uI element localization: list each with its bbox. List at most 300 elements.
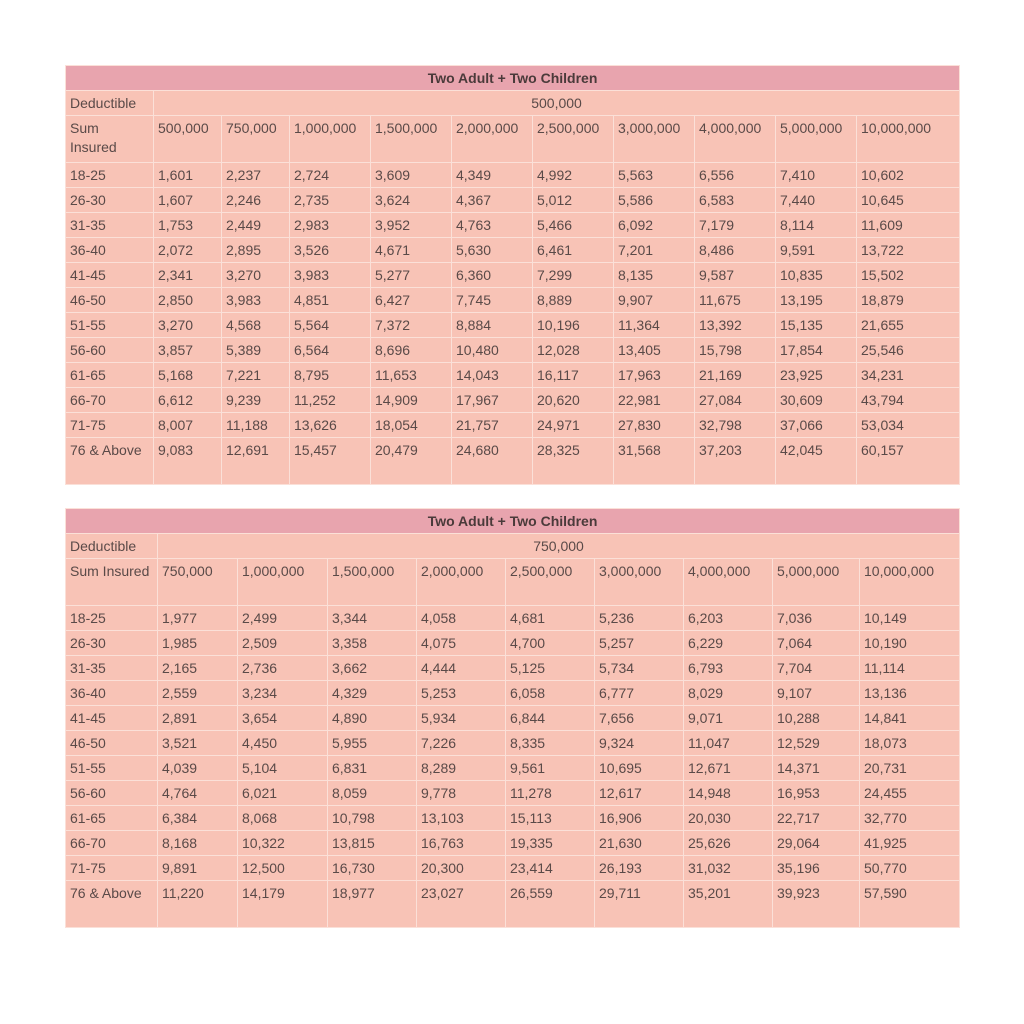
premium-cell: 11,047 bbox=[684, 731, 773, 756]
premium-cell: 9,107 bbox=[773, 681, 860, 706]
sum-insured-column-header: 4,000,000 bbox=[695, 116, 776, 163]
premium-cell: 9,778 bbox=[417, 781, 506, 806]
premium-cell: 10,288 bbox=[773, 706, 860, 731]
premium-cell: 2,072 bbox=[154, 238, 222, 263]
premium-cell: 37,203 bbox=[695, 438, 776, 485]
premium-cell: 24,971 bbox=[533, 413, 614, 438]
age-band-cell: 31-35 bbox=[66, 656, 158, 681]
premium-cell: 3,358 bbox=[328, 631, 417, 656]
premium-cell: 2,983 bbox=[290, 213, 371, 238]
premium-cell: 18,073 bbox=[860, 731, 960, 756]
table-row bbox=[66, 631, 960, 656]
premium-cell: 53,034 bbox=[857, 413, 960, 438]
table-row bbox=[66, 781, 960, 806]
table-title: Two Adult + Two Children bbox=[66, 66, 960, 91]
table-row bbox=[66, 388, 960, 413]
premium-cell: 10,322 bbox=[238, 831, 328, 856]
premium-cell: 41,925 bbox=[860, 831, 960, 856]
deductible-label: Deductible bbox=[66, 91, 154, 116]
premium-cell: 14,841 bbox=[860, 706, 960, 731]
premium-cell: 16,117 bbox=[533, 363, 614, 388]
table-title: Two Adult + Two Children bbox=[66, 509, 960, 534]
premium-cell: 8,289 bbox=[417, 756, 506, 781]
premium-cell: 60,157 bbox=[857, 438, 960, 485]
premium-cell: 2,449 bbox=[222, 213, 290, 238]
premium-cell: 34,231 bbox=[857, 363, 960, 388]
premium-cell: 8,884 bbox=[452, 313, 533, 338]
premium-cell: 15,798 bbox=[695, 338, 776, 363]
table-title-row bbox=[66, 66, 960, 91]
premium-cell: 4,568 bbox=[222, 313, 290, 338]
premium-cell: 13,626 bbox=[290, 413, 371, 438]
premium-cell: 5,125 bbox=[506, 656, 595, 681]
premium-cell: 11,278 bbox=[506, 781, 595, 806]
premium-cell: 13,392 bbox=[695, 313, 776, 338]
premium-cell: 13,815 bbox=[328, 831, 417, 856]
table-row bbox=[66, 263, 960, 288]
sum-insured-column-header: 4,000,000 bbox=[684, 559, 773, 606]
premium-cell: 7,704 bbox=[773, 656, 860, 681]
premium-cell: 9,083 bbox=[154, 438, 222, 485]
premium-cell: 2,499 bbox=[238, 606, 328, 631]
premium-cell: 31,568 bbox=[614, 438, 695, 485]
premium-cell: 2,891 bbox=[158, 706, 238, 731]
premium-cell: 25,546 bbox=[857, 338, 960, 363]
premium-cell: 22,717 bbox=[773, 806, 860, 831]
premium-cell: 11,653 bbox=[371, 363, 452, 388]
premium-cell: 6,092 bbox=[614, 213, 695, 238]
premium-cell: 32,798 bbox=[695, 413, 776, 438]
premium-cell: 5,934 bbox=[417, 706, 506, 731]
premium-cell: 9,324 bbox=[595, 731, 684, 756]
premium-cell: 6,058 bbox=[506, 681, 595, 706]
premium-cell: 3,521 bbox=[158, 731, 238, 756]
premium-cell: 15,502 bbox=[857, 263, 960, 288]
premium-cell: 1,607 bbox=[154, 188, 222, 213]
age-band-cell: 51-55 bbox=[66, 756, 158, 781]
premium-cell: 12,529 bbox=[773, 731, 860, 756]
premium-cell: 23,414 bbox=[506, 856, 595, 881]
premium-cell: 10,798 bbox=[328, 806, 417, 831]
premium-cell: 6,384 bbox=[158, 806, 238, 831]
sum-insured-column-header: 2,500,000 bbox=[506, 559, 595, 606]
premium-cell: 4,075 bbox=[417, 631, 506, 656]
premium-cell: 2,341 bbox=[154, 263, 222, 288]
premium-cell: 9,591 bbox=[776, 238, 857, 263]
age-band-cell: 31-35 bbox=[66, 213, 154, 238]
premium-cell: 4,329 bbox=[328, 681, 417, 706]
premium-cell: 28,325 bbox=[533, 438, 614, 485]
table-row bbox=[66, 756, 960, 781]
premium-cell: 7,440 bbox=[776, 188, 857, 213]
table-row bbox=[66, 313, 960, 338]
premium-cell: 2,724 bbox=[290, 163, 371, 188]
premium-cell: 15,457 bbox=[290, 438, 371, 485]
premium-cell: 9,891 bbox=[158, 856, 238, 881]
age-band-cell: 36-40 bbox=[66, 681, 158, 706]
premium-cell: 7,036 bbox=[773, 606, 860, 631]
premium-cell: 18,977 bbox=[328, 881, 417, 928]
premium-cell: 4,681 bbox=[506, 606, 595, 631]
premium-cell: 19,335 bbox=[506, 831, 595, 856]
premium-cell: 16,906 bbox=[595, 806, 684, 831]
premium-cell: 3,983 bbox=[290, 263, 371, 288]
premium-cell: 1,753 bbox=[154, 213, 222, 238]
premium-cell: 4,992 bbox=[533, 163, 614, 188]
premium-cell: 5,466 bbox=[533, 213, 614, 238]
premium-cell: 6,777 bbox=[595, 681, 684, 706]
table-row bbox=[66, 831, 960, 856]
sum-insured-column-header: 1,500,000 bbox=[371, 116, 452, 163]
premium-cell: 10,196 bbox=[533, 313, 614, 338]
premium-cell: 21,757 bbox=[452, 413, 533, 438]
premium-cell: 6,793 bbox=[684, 656, 773, 681]
premium-cell: 4,039 bbox=[158, 756, 238, 781]
premium-cell: 17,963 bbox=[614, 363, 695, 388]
table-row bbox=[66, 213, 960, 238]
premium-cell: 20,300 bbox=[417, 856, 506, 881]
premium-cell: 8,135 bbox=[614, 263, 695, 288]
premium-cell: 7,299 bbox=[533, 263, 614, 288]
premium-cell: 24,680 bbox=[452, 438, 533, 485]
premium-cell: 18,879 bbox=[857, 288, 960, 313]
premium-cell: 11,114 bbox=[860, 656, 960, 681]
sum-insured-header-row bbox=[66, 116, 960, 163]
premium-cell: 5,734 bbox=[595, 656, 684, 681]
premium-cell: 8,889 bbox=[533, 288, 614, 313]
premium-cell: 13,136 bbox=[860, 681, 960, 706]
premium-cell: 8,335 bbox=[506, 731, 595, 756]
premium-cell: 7,064 bbox=[773, 631, 860, 656]
premium-cell: 20,731 bbox=[860, 756, 960, 781]
premium-cell: 5,236 bbox=[595, 606, 684, 631]
premium-cell: 8,059 bbox=[328, 781, 417, 806]
table-row bbox=[66, 656, 960, 681]
premium-cell: 3,234 bbox=[238, 681, 328, 706]
sum-insured-column-header: 3,000,000 bbox=[595, 559, 684, 606]
premium-cell: 10,835 bbox=[776, 263, 857, 288]
premium-cell: 8,007 bbox=[154, 413, 222, 438]
premium-cell: 6,021 bbox=[238, 781, 328, 806]
premium-cell: 7,656 bbox=[595, 706, 684, 731]
premium-cell: 9,561 bbox=[506, 756, 595, 781]
premium-cell: 22,981 bbox=[614, 388, 695, 413]
premium-cell: 2,895 bbox=[222, 238, 290, 263]
premium-cell: 14,909 bbox=[371, 388, 452, 413]
age-band-cell: 76 & Above bbox=[66, 438, 154, 485]
premium-cell: 11,220 bbox=[158, 881, 238, 928]
table-row bbox=[66, 606, 960, 631]
premium-cell: 6,844 bbox=[506, 706, 595, 731]
premium-cell: 3,270 bbox=[222, 263, 290, 288]
premium-cell: 14,948 bbox=[684, 781, 773, 806]
premium-cell: 13,195 bbox=[776, 288, 857, 313]
sum-insured-column-header: 5,000,000 bbox=[773, 559, 860, 606]
premium-cell: 16,763 bbox=[417, 831, 506, 856]
premium-table-deductible-500000 bbox=[65, 65, 960, 485]
premium-cell: 6,427 bbox=[371, 288, 452, 313]
premium-cell: 6,583 bbox=[695, 188, 776, 213]
premium-cell: 3,344 bbox=[328, 606, 417, 631]
premium-cell: 8,486 bbox=[695, 238, 776, 263]
sum-insured-column-header: 2,000,000 bbox=[417, 559, 506, 606]
premium-cell: 3,662 bbox=[328, 656, 417, 681]
premium-cell: 7,745 bbox=[452, 288, 533, 313]
age-band-cell: 71-75 bbox=[66, 413, 154, 438]
table-row bbox=[66, 806, 960, 831]
premium-cell: 12,617 bbox=[595, 781, 684, 806]
premium-cell: 5,955 bbox=[328, 731, 417, 756]
premium-cell: 1,601 bbox=[154, 163, 222, 188]
premium-cell: 8,068 bbox=[238, 806, 328, 831]
deductible-row bbox=[66, 534, 960, 559]
sum-insured-header-row bbox=[66, 559, 960, 606]
sum-insured-column-header: 1,000,000 bbox=[290, 116, 371, 163]
age-band-cell: 61-65 bbox=[66, 363, 154, 388]
premium-cell: 7,201 bbox=[614, 238, 695, 263]
premium-cell: 7,221 bbox=[222, 363, 290, 388]
sum-insured-column-header: 2,000,000 bbox=[452, 116, 533, 163]
premium-cell: 4,058 bbox=[417, 606, 506, 631]
premium-cell: 31,032 bbox=[684, 856, 773, 881]
deductible-row bbox=[66, 91, 960, 116]
premium-cell: 26,193 bbox=[595, 856, 684, 881]
premium-cell: 6,831 bbox=[328, 756, 417, 781]
premium-cell: 5,168 bbox=[154, 363, 222, 388]
premium-cell: 7,226 bbox=[417, 731, 506, 756]
premium-cell: 18,054 bbox=[371, 413, 452, 438]
premium-cell: 9,071 bbox=[684, 706, 773, 731]
sum-insured-column-header: 750,000 bbox=[222, 116, 290, 163]
table-row bbox=[66, 856, 960, 881]
premium-cell: 3,654 bbox=[238, 706, 328, 731]
premium-cell: 16,953 bbox=[773, 781, 860, 806]
age-band-cell: 71-75 bbox=[66, 856, 158, 881]
premium-cell: 4,671 bbox=[371, 238, 452, 263]
sum-insured-column-header: 10,000,000 bbox=[857, 116, 960, 163]
table-row bbox=[66, 731, 960, 756]
table-row bbox=[66, 706, 960, 731]
age-band-cell: 41-45 bbox=[66, 706, 158, 731]
premium-cell: 1,977 bbox=[158, 606, 238, 631]
premium-cell: 10,602 bbox=[857, 163, 960, 188]
age-band-cell: 51-55 bbox=[66, 313, 154, 338]
premium-cell: 35,196 bbox=[773, 856, 860, 881]
premium-cell: 4,890 bbox=[328, 706, 417, 731]
premium-cell: 4,367 bbox=[452, 188, 533, 213]
premium-cell: 21,169 bbox=[695, 363, 776, 388]
premium-table-deductible-750000 bbox=[65, 508, 960, 928]
premium-cell: 6,556 bbox=[695, 163, 776, 188]
age-band-cell: 26-30 bbox=[66, 631, 158, 656]
premium-cell: 5,564 bbox=[290, 313, 371, 338]
premium-cell: 11,364 bbox=[614, 313, 695, 338]
premium-cell: 3,270 bbox=[154, 313, 222, 338]
premium-cell: 21,655 bbox=[857, 313, 960, 338]
premium-cell: 10,695 bbox=[595, 756, 684, 781]
premium-cell: 2,509 bbox=[238, 631, 328, 656]
premium-cell: 8,696 bbox=[371, 338, 452, 363]
premium-cell: 6,229 bbox=[684, 631, 773, 656]
table-row bbox=[66, 363, 960, 388]
table-row bbox=[66, 681, 960, 706]
table-row bbox=[66, 163, 960, 188]
age-band-cell: 46-50 bbox=[66, 731, 158, 756]
premium-cell: 9,907 bbox=[614, 288, 695, 313]
premium-cell: 5,277 bbox=[371, 263, 452, 288]
age-band-cell: 61-65 bbox=[66, 806, 158, 831]
premium-cell: 17,967 bbox=[452, 388, 533, 413]
premium-cell: 26,559 bbox=[506, 881, 595, 928]
premium-cell: 32,770 bbox=[860, 806, 960, 831]
deductible-value: 750,000 bbox=[158, 534, 960, 559]
premium-cell: 2,735 bbox=[290, 188, 371, 213]
premium-cell: 4,700 bbox=[506, 631, 595, 656]
premium-cell: 57,590 bbox=[860, 881, 960, 928]
age-band-cell: 56-60 bbox=[66, 338, 154, 363]
sum-insured-column-header: 750,000 bbox=[158, 559, 238, 606]
premium-cell: 5,586 bbox=[614, 188, 695, 213]
premium-cell: 12,500 bbox=[238, 856, 328, 881]
sum-insured-label: Sum Insured bbox=[66, 559, 158, 606]
premium-cell: 5,630 bbox=[452, 238, 533, 263]
premium-cell: 7,372 bbox=[371, 313, 452, 338]
premium-cell: 7,410 bbox=[776, 163, 857, 188]
premium-cell: 43,794 bbox=[857, 388, 960, 413]
table-row bbox=[66, 288, 960, 313]
premium-cell: 10,149 bbox=[860, 606, 960, 631]
age-band-cell: 18-25 bbox=[66, 163, 154, 188]
premium-cell: 5,012 bbox=[533, 188, 614, 213]
premium-cell: 2,559 bbox=[158, 681, 238, 706]
sum-insured-column-header: 3,000,000 bbox=[614, 116, 695, 163]
premium-cell: 2,850 bbox=[154, 288, 222, 313]
premium-cell: 8,114 bbox=[776, 213, 857, 238]
premium-cell: 15,113 bbox=[506, 806, 595, 831]
premium-cell: 21,630 bbox=[595, 831, 684, 856]
premium-cell: 7,179 bbox=[695, 213, 776, 238]
premium-cell: 20,620 bbox=[533, 388, 614, 413]
table-title-row bbox=[66, 509, 960, 534]
premium-cell: 20,030 bbox=[684, 806, 773, 831]
premium-cell: 3,609 bbox=[371, 163, 452, 188]
premium-cell: 4,763 bbox=[452, 213, 533, 238]
premium-cell: 9,239 bbox=[222, 388, 290, 413]
deductible-value: 500,000 bbox=[154, 91, 960, 116]
age-band-cell: 41-45 bbox=[66, 263, 154, 288]
premium-cell: 42,045 bbox=[776, 438, 857, 485]
premium-cell: 10,190 bbox=[860, 631, 960, 656]
premium-cell: 6,564 bbox=[290, 338, 371, 363]
premium-cell: 3,526 bbox=[290, 238, 371, 263]
premium-cell: 27,084 bbox=[695, 388, 776, 413]
premium-cell: 14,371 bbox=[773, 756, 860, 781]
premium-cell: 2,165 bbox=[158, 656, 238, 681]
premium-cell: 3,624 bbox=[371, 188, 452, 213]
age-band-cell: 66-70 bbox=[66, 388, 154, 413]
premium-cell: 11,609 bbox=[857, 213, 960, 238]
premium-cell: 6,461 bbox=[533, 238, 614, 263]
premium-cell: 13,722 bbox=[857, 238, 960, 263]
premium-cell: 10,480 bbox=[452, 338, 533, 363]
premium-cell: 35,201 bbox=[684, 881, 773, 928]
premium-cell: 8,795 bbox=[290, 363, 371, 388]
premium-cell: 2,246 bbox=[222, 188, 290, 213]
premium-cell: 4,444 bbox=[417, 656, 506, 681]
premium-cell: 5,257 bbox=[595, 631, 684, 656]
premium-cell: 13,405 bbox=[614, 338, 695, 363]
sum-insured-label: Sum Insured bbox=[66, 116, 154, 163]
age-band-cell: 46-50 bbox=[66, 288, 154, 313]
premium-cell: 6,203 bbox=[684, 606, 773, 631]
premium-cell: 2,237 bbox=[222, 163, 290, 188]
premium-cell: 5,104 bbox=[238, 756, 328, 781]
premium-cell: 23,925 bbox=[776, 363, 857, 388]
premium-cell: 4,349 bbox=[452, 163, 533, 188]
premium-cell: 24,455 bbox=[860, 781, 960, 806]
premium-cell: 3,983 bbox=[222, 288, 290, 313]
premium-cell: 25,626 bbox=[684, 831, 773, 856]
premium-cell: 9,587 bbox=[695, 263, 776, 288]
premium-cell: 5,563 bbox=[614, 163, 695, 188]
premium-cell: 27,830 bbox=[614, 413, 695, 438]
premium-cell: 6,360 bbox=[452, 263, 533, 288]
premium-cell: 5,389 bbox=[222, 338, 290, 363]
table-row bbox=[66, 188, 960, 213]
table-row bbox=[66, 881, 960, 928]
premium-cell: 11,188 bbox=[222, 413, 290, 438]
premium-cell: 29,711 bbox=[595, 881, 684, 928]
premium-cell: 6,612 bbox=[154, 388, 222, 413]
sum-insured-column-header: 5,000,000 bbox=[776, 116, 857, 163]
premium-cell: 15,135 bbox=[776, 313, 857, 338]
premium-cell: 16,730 bbox=[328, 856, 417, 881]
premium-cell: 37,066 bbox=[776, 413, 857, 438]
premium-cell: 8,029 bbox=[684, 681, 773, 706]
premium-cell: 4,851 bbox=[290, 288, 371, 313]
premium-cell: 11,252 bbox=[290, 388, 371, 413]
table-row bbox=[66, 413, 960, 438]
table-row bbox=[66, 238, 960, 263]
premium-cell: 14,043 bbox=[452, 363, 533, 388]
premium-cell: 12,691 bbox=[222, 438, 290, 485]
premium-cell: 30,609 bbox=[776, 388, 857, 413]
premium-cell: 2,736 bbox=[238, 656, 328, 681]
premium-cell: 11,675 bbox=[695, 288, 776, 313]
deductible-label: Deductible bbox=[66, 534, 158, 559]
premium-cell: 5,253 bbox=[417, 681, 506, 706]
premium-cell: 10,645 bbox=[857, 188, 960, 213]
table-row bbox=[66, 338, 960, 363]
premium-cell: 12,671 bbox=[684, 756, 773, 781]
premium-cell: 20,479 bbox=[371, 438, 452, 485]
premium-cell: 8,168 bbox=[158, 831, 238, 856]
sum-insured-column-header: 2,500,000 bbox=[533, 116, 614, 163]
age-band-cell: 66-70 bbox=[66, 831, 158, 856]
premium-cell: 3,952 bbox=[371, 213, 452, 238]
premium-cell: 4,764 bbox=[158, 781, 238, 806]
sum-insured-column-header: 1,000,000 bbox=[238, 559, 328, 606]
premium-cell: 13,103 bbox=[417, 806, 506, 831]
premium-cell: 12,028 bbox=[533, 338, 614, 363]
sum-insured-column-header: 500,000 bbox=[154, 116, 222, 163]
premium-cell: 23,027 bbox=[417, 881, 506, 928]
premium-cell: 4,450 bbox=[238, 731, 328, 756]
premium-cell: 3,857 bbox=[154, 338, 222, 363]
premium-cell: 29,064 bbox=[773, 831, 860, 856]
sum-insured-column-header: 10,000,000 bbox=[860, 559, 960, 606]
table-row bbox=[66, 438, 960, 485]
